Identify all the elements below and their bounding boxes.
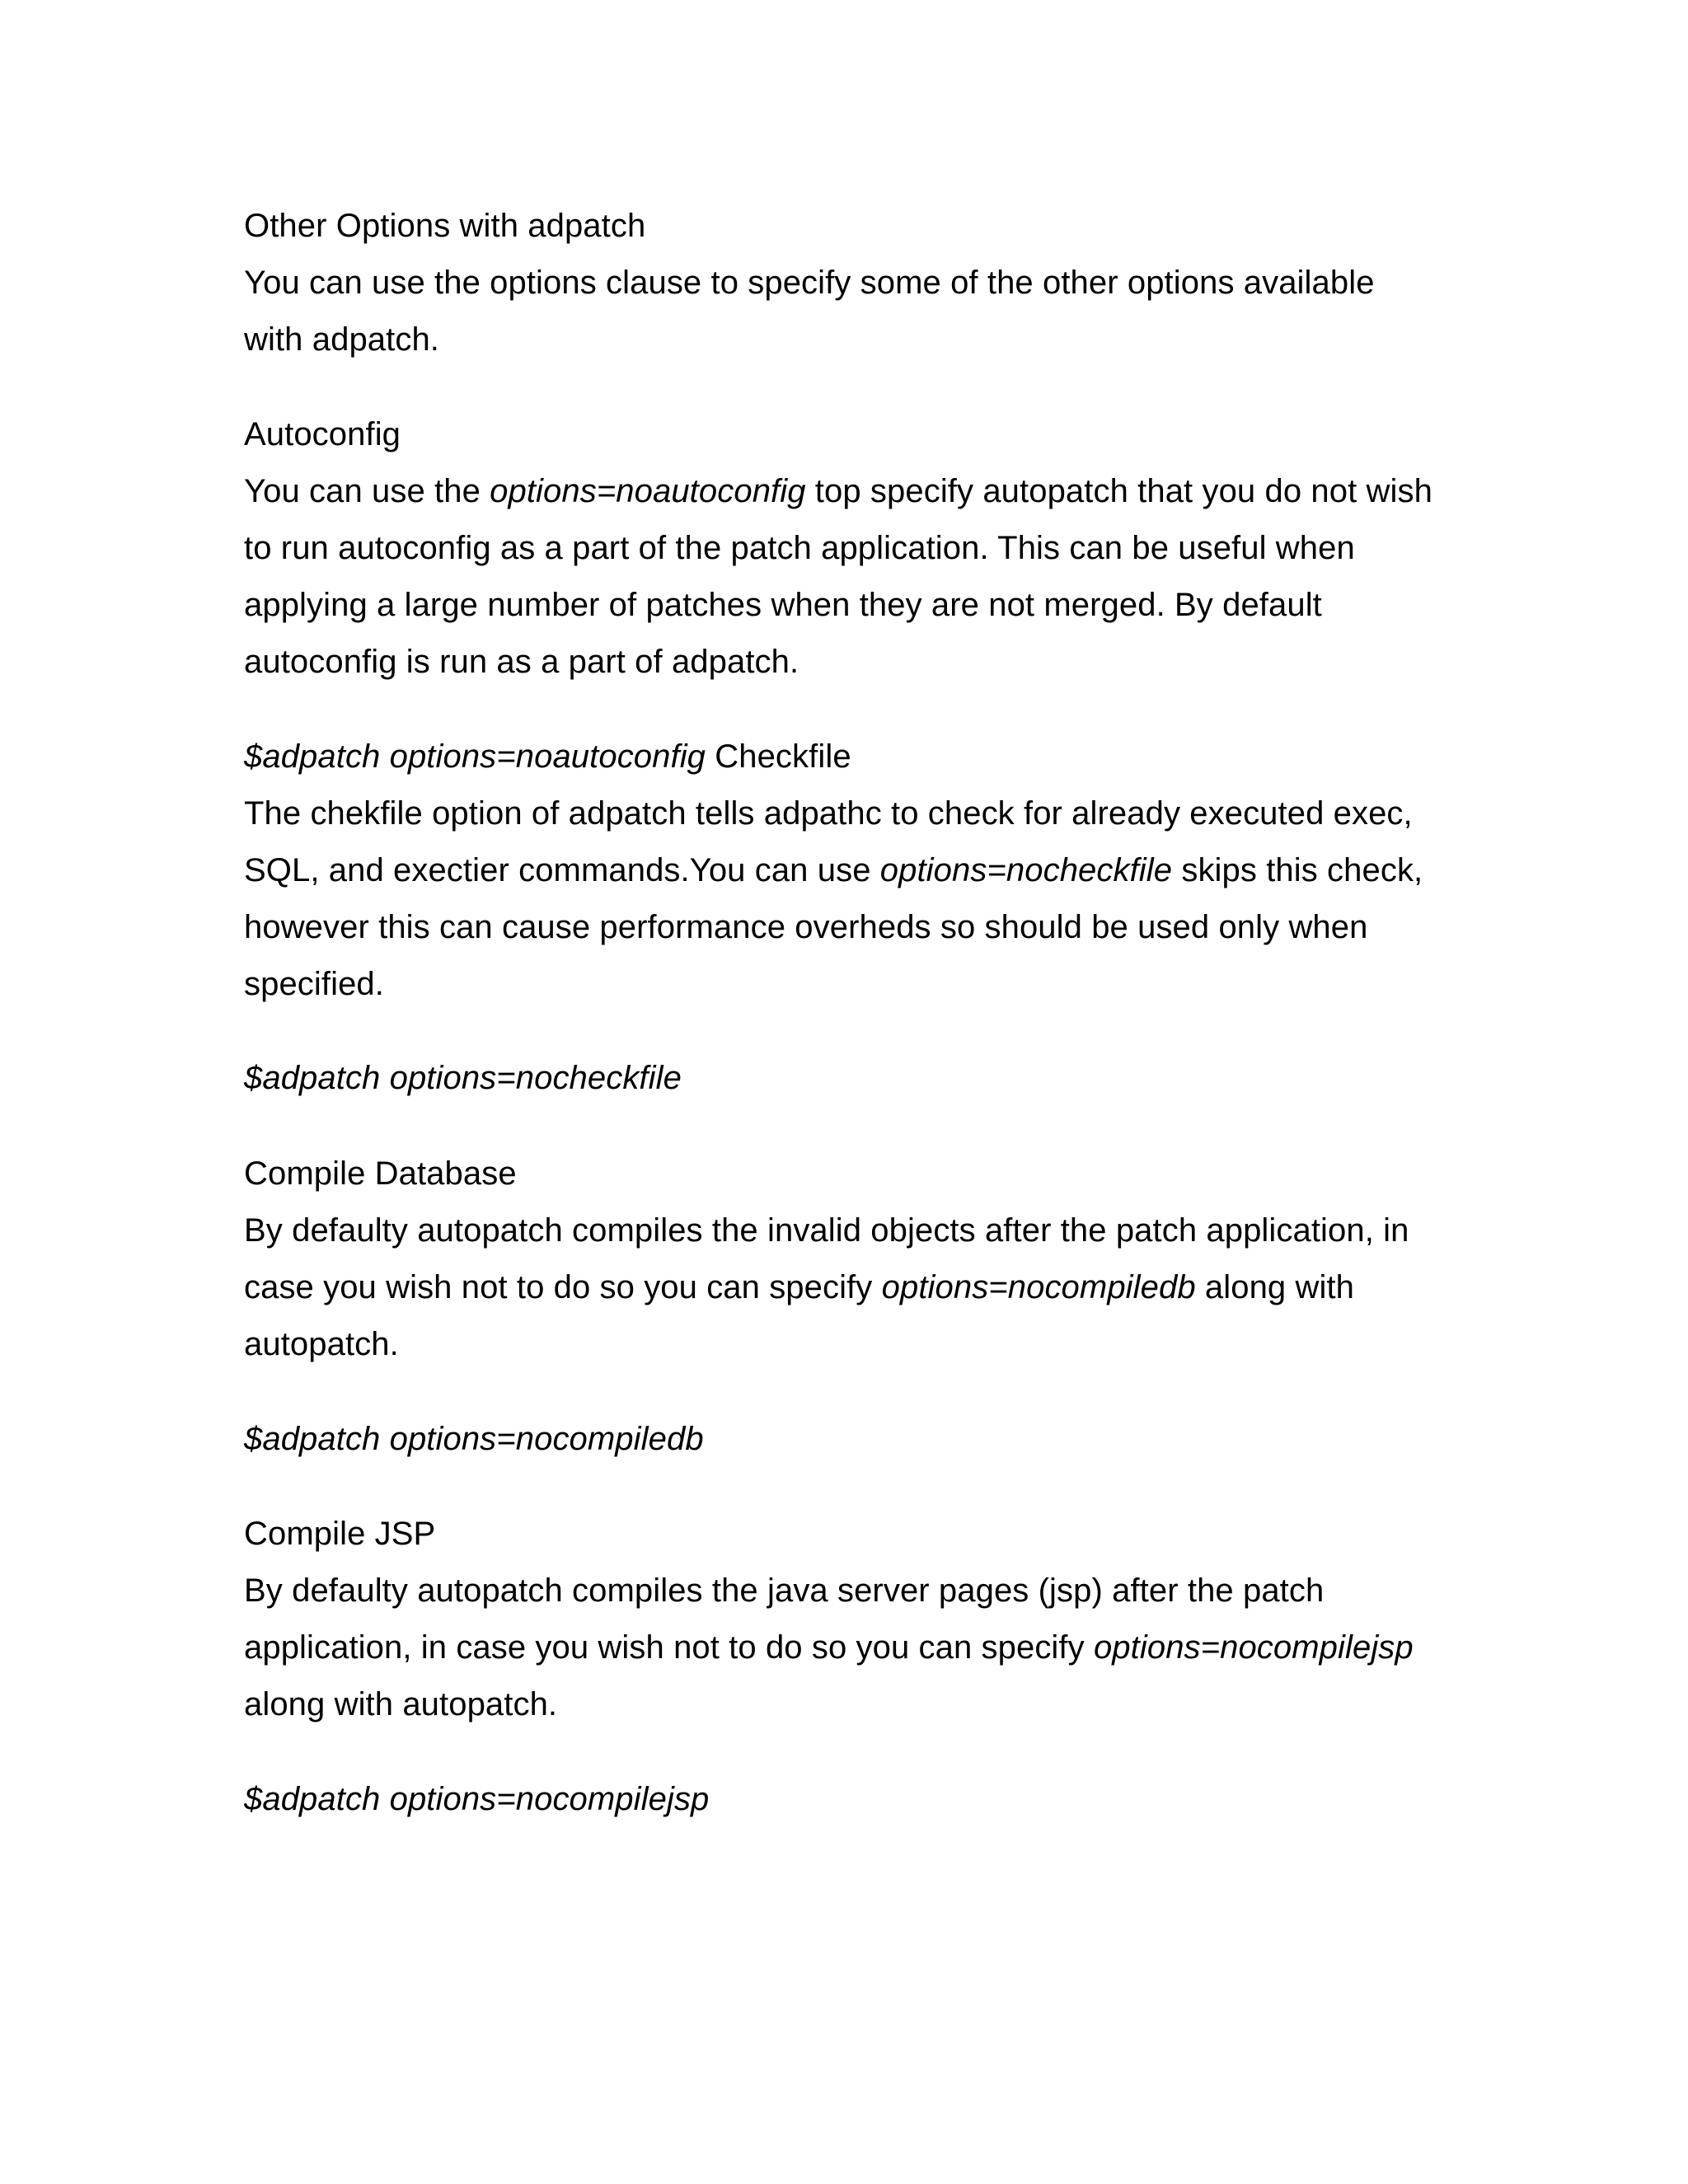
option-nocheckfile: options=nocheckfile <box>879 852 1173 888</box>
paragraph-line: however this can cause performance overheds so should be used only when <box>244 909 1368 945</box>
paragraph-line: with adpatch. <box>244 321 440 358</box>
section-heading-checkfile: Checkfile <box>715 738 851 775</box>
command-nocompilejsp: $adpatch options=nocompilejsp <box>244 1781 710 1817</box>
section-heading-compile-database: Compile Database <box>244 1155 517 1192</box>
paragraph-line: applying a large number of patches when they are not merged. By default <box>244 587 1322 623</box>
option-noautoconfig: options=noautoconfig <box>490 473 806 509</box>
paragraph-line: You can use the options clause to specify some of the other options available <box>244 265 1375 301</box>
command-line <box>244 737 851 776</box>
paragraph-line <box>244 1628 1414 1667</box>
paragraph-line: to run autoconfig as a part of the patch application. This can be useful when <box>244 530 1355 566</box>
section-heading-autoconfig: Autoconfig <box>244 416 401 452</box>
text-run: application, in case you wish not to do so you can specify <box>244 1629 1094 1666</box>
option-nocompiledb: options=nocompiledb <box>881 1269 1196 1305</box>
command-nocompiledb: $adpatch options=nocompiledb <box>244 1421 704 1457</box>
section-heading-other-options: Other Options with adpatch <box>244 208 646 244</box>
text-run: SQL, and exectier commands.You can use <box>244 852 880 888</box>
option-nocompilejsp: options=nocompilejsp <box>1093 1629 1414 1666</box>
paragraph-line: By defaulty autopatch compiles the invalid objects after the patch application, in <box>244 1212 1409 1249</box>
paragraph-line: The chekfile option of adpatch tells adpathc to check for already executed exec, <box>244 795 1413 832</box>
section-heading-compile-jsp: Compile JSP <box>244 1516 436 1552</box>
text-run: You can use the <box>244 473 490 509</box>
paragraph-line: specified. <box>244 966 384 1002</box>
text-run: top specify autopatch that you do not wish <box>805 473 1432 509</box>
text-run: along with <box>1195 1269 1355 1305</box>
paragraph-line <box>244 851 1423 890</box>
command-noautoconfig: $adpatch options=noautoconfig <box>244 738 706 775</box>
text-run: skips this check, <box>1172 852 1423 888</box>
paragraph-line <box>244 471 1432 511</box>
paragraph-line: autoconfig is run as a part of adpatch. <box>244 644 799 680</box>
text-run: case you wish not to do so you can specify <box>244 1269 882 1305</box>
paragraph-line: autopatch. <box>244 1326 399 1362</box>
paragraph-line: along with autopatch. <box>244 1686 558 1722</box>
paragraph-line: By defaulty autopatch compiles the java server pages (jsp) after the patch <box>244 1572 1325 1609</box>
paragraph-line <box>244 1268 1354 1307</box>
command-nocheckfile: $adpatch options=nocheckfile <box>244 1060 682 1096</box>
